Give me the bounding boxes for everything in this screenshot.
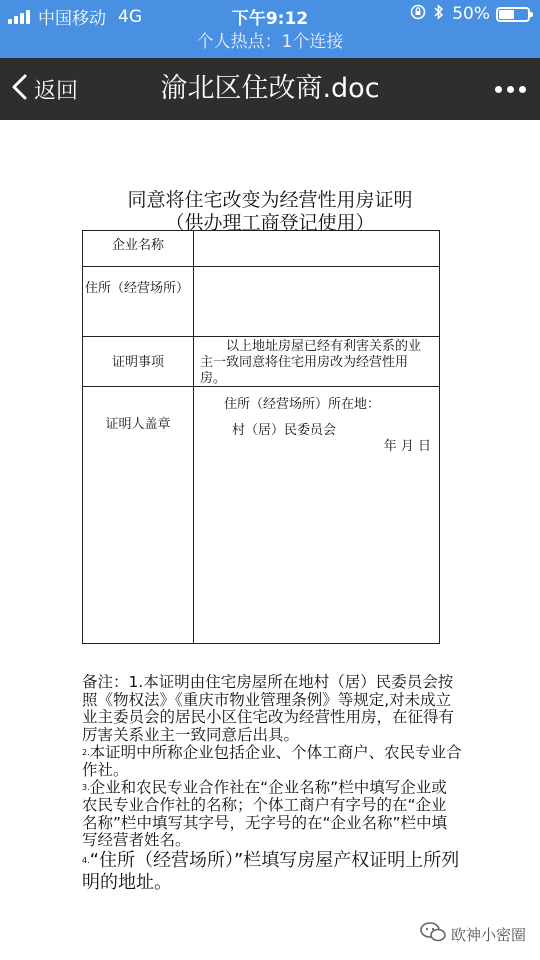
table-row-company-name [83,231,439,267]
company-name-value-cell [194,231,439,266]
note-2 [82,744,462,779]
certificate-table [82,230,440,644]
watermark-label: 欧神小密圈 [450,925,526,944]
table-row-certification [83,337,439,387]
stamp-committee-line: 村（居）民委员会 [232,423,337,438]
document-title: 同意将住宅改变为经营性用房证明 [127,189,413,211]
certification-value-cell [194,337,439,386]
note-3-number: 3. [82,783,90,793]
company-name-label: 企业名称 [111,238,164,253]
note-2-text: 本证明中所称企业包括企业、个体工商户、农民专业合作社。 [82,743,462,779]
note-4-number: 4. [82,855,90,865]
table-row-address [83,267,439,337]
more-dots-icon[interactable] [490,58,526,120]
document-subtitle: （供办理工商登记使用） [165,212,375,234]
table-label-cell [83,231,194,266]
note-1: 备注：1.本证明由住宅房屋所在地村（居）民委员会按照《物权法》《重庆市物业管理条例》等规定,对未成立业主委员会的居民小区住宅改为经营性用房，在征得有厉害关系业主一致同意后出具。 [82,673,455,744]
battery-level-fill [499,10,514,19]
address-value-cell [194,267,439,336]
back-button[interactable] [10,58,78,120]
rotation-lock-icon [410,4,426,24]
note-4 [82,850,462,894]
certification-text: 以上地址房屋已经有利害关系的业主一致同意将住宅用房改为经营性用房。 [200,339,422,386]
signal-icon [8,10,32,24]
battery-percent: 50% [452,4,490,24]
table-label-cell [83,387,194,643]
nav-bar [0,58,540,120]
note-2-number: 2. [82,748,90,757]
table-row-stamp [83,387,439,643]
status-right [402,4,530,24]
carrier-label: 中国移动 [38,9,106,29]
page-title: 渝北区住改商.doc [160,73,380,104]
stamp-date-line: 年 月 日 [383,439,431,454]
note-3-text: 企业和农民专业合作社在“企业名称”栏中填写企业或农民专业合作社的名称；个体工商户有字号的在“企业名称”栏中填写其字号，无字号的在“企业名称”栏中填写经营者姓名。 [82,778,448,849]
note-4-text: “住所（经营场所）”栏填写房屋产权证明上所列明的地址。 [82,849,460,893]
watermark [419,921,526,947]
bluetooth-icon [434,4,444,24]
stamp-label: 证明人盖章 [105,417,171,432]
hotspot-banner[interactable]: 个人热点：1个连接 [0,30,540,58]
table-label-cell [83,337,194,386]
stamp-address-line: 住所（经营场所）所在地： [224,397,381,412]
battery-icon [496,7,530,22]
status-left [8,4,142,29]
note-3 [82,779,462,849]
back-label: 返回 [34,78,79,104]
stamp-value-cell [194,387,439,643]
table-label-cell [83,267,194,336]
document-view[interactable] [0,120,540,960]
status-bar [0,0,540,30]
status-time: 下午9:12 [231,9,309,29]
certification-label: 证明事项 [111,355,164,370]
address-label: 住所（经营场所） [85,281,190,296]
chevron-left-icon [10,74,30,104]
wechat-official-account-icon [419,921,451,947]
notes-section [82,674,462,894]
network-type: 4G [118,6,142,27]
